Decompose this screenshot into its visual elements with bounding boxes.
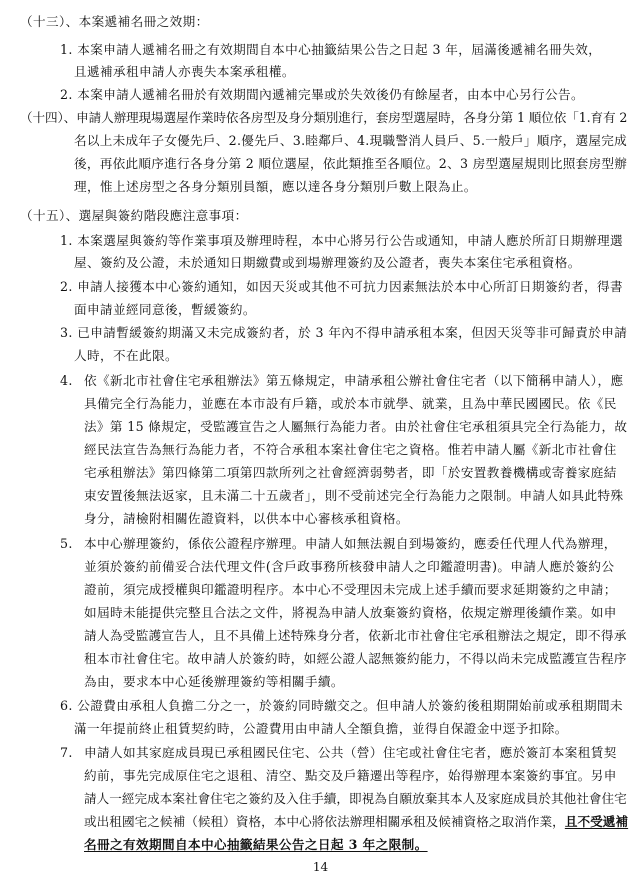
s15-item-5-number: 5.: [60, 536, 73, 551]
s15-item-7-line-3: 請人一經完成本案社會住宅之簽約及入住手續，即視為自願放棄其本人及家庭成員於其他社會住宅: [84, 791, 627, 806]
s15-item-5-line-7: 為由，要求本中心延後辦理簽約等相關手續。: [84, 674, 344, 689]
s15-item-2-line-1: 2. 申請人接獲本中心簽約通知，如因天災或其他不可抗力因素無法於本中心所訂日期簽約者，得書: [60, 279, 623, 294]
s15-item-7-emphasis-start: 且不受遞補: [564, 814, 629, 829]
section-14-line-1: （十四）、申請人辦理現場選屋作業時依各房型及身分類別進行，套房型選屋時，各身分第 1 順位依「1.育有 2: [20, 110, 628, 125]
s15-item-6-line-1: 6. 公證費由承租人負擔二分之一，於簽約同時繳交之。但申請人於簽約後租期開始前或承租期間未: [60, 698, 623, 713]
s15-item-5-line-2: 並須於簽約前備妥合法代理文件(含戶政事務所核發申請人之印鑑證明書)。申請人應於簽約公: [84, 559, 615, 574]
s15-item-7-number: 7.: [60, 745, 73, 760]
s15-item-4-line-7: 身分，請檢附相關佐證資料，以供本中心審核承租資格。: [84, 511, 409, 526]
s15-item-3-line-1: 3. 已申請暫緩簽約期滿又未完成簽約者，於 3 年內不得申請承租本案，但因天災等非可歸責於申請: [60, 325, 628, 340]
s15-item-3-line-2: 人時，不在此限。: [74, 348, 178, 363]
s15-item-6-line-2: 滿一年提前終止租賃契約時，公證費用由申請人全額負擔，並得自保證金中逕予扣除。: [74, 721, 568, 736]
s15-item-7-line-1: 申請人如其家庭成員現已承租國民住宅、公共（營）住宅或社會住宅者，應於簽訂本案租賃契: [84, 745, 617, 760]
s15-item-7-line-4: [84, 814, 628, 830]
s15-item-4-line-4: 經民法宣告為無行為能力者，不符合承租本案社會住宅之資格。惟若申請人屬《新北市社會住: [84, 442, 617, 457]
section-14-line-3: 後，再依此順序進行各身分第 2 順位選屋，依此類推至各順位。2、3 房型選屋規則比照套房型辦: [74, 156, 628, 171]
s15-item-2-line-2: 面申請並經同意後，暫緩簽約。: [74, 302, 256, 317]
s13-item-1-line-1: 1. 本案申請人遞補名冊之有效期間自本中心抽籤結果公告之日起 3 年，屆滿後遞補名冊失效，: [60, 42, 602, 57]
section-14-line-2: 名以上未成年子女優先戶、2.優先戶、3.睦鄰戶、4.現職警消人員戶、5.一般戶」順序，選屋完成: [74, 133, 628, 148]
s15-item-1-line-1: 1. 本案選屋與簽約等作業事項及辦理時程，本中心將另行公告或通知，申請人應於所訂日期辦理選: [60, 233, 623, 248]
s15-item-5-line-1: 本中心辦理簽約，係依公證程序辦理。申請人如無法親自到場簽約，應委任代理人代為辦理，: [84, 536, 617, 551]
s15-item-1-line-2: 屋、簽約及公證，未於通知日期繳費或到場辦理簽約及公證者，喪失本案住宅承租資格。: [74, 255, 581, 270]
s15-item-7-line-4-text: 或出租國宅之候補（候租）資格，本中心將依法辦理相關承租及候補資格之取消作業，: [84, 814, 565, 829]
s15-item-5-line-4: 如屆時未能提供完整且合法之文件，將視為申請人放棄簽約資格，依規定辦理後續作業。如申: [84, 605, 617, 620]
page-number: 14: [312, 860, 329, 874]
s13-item-1-line-2: 且遞補承租申請人亦喪失本案承租權。: [74, 64, 295, 79]
s15-item-7-line-2: 約前，事先完成原住宅之退租、清空、點交及戶籍遷出等程序，始得辦理本案簽約事宜。另申: [84, 768, 617, 783]
section-15-heading: （十五）、選屋與簽約階段應注意事項：: [20, 208, 248, 223]
s13-item-2-line-1: 2. 本案申請人遞補名冊於有效期間內遞補完畢或於失效後仍有餘屋者，由本中心另行公告。: [60, 87, 584, 102]
section-13-heading: （十三）、本案遞補名冊之效期：: [20, 14, 209, 29]
s15-item-4-line-6: 束安置後無法返家，且未滿二十五歲者」，則不受前述完全行為能力之限制。申請人如具此特殊: [84, 488, 624, 503]
s15-item-5-line-5: 請人為受監護宣告人，且不具備上述特殊身分者，依新北市社會住宅承租辦法之規定，即不得承: [84, 628, 627, 643]
s15-item-7-emphasis-end: 名冊之有效期間自本中心抽籤結果公告之日起 3 年之限制。: [84, 837, 428, 852]
s15-item-5-line-3: 證前，須完成授權與印鑑證明程序。本中心不受理因未完成上述手續而要求延期簽約之申請；: [84, 582, 617, 597]
s15-item-4-number: 4.: [60, 373, 73, 388]
section-14-line-4: 理，惟上述房型之各身分類別員額，應以達各身分類別戶數上限為止。: [74, 179, 477, 194]
s15-item-5-line-6: 租本市社會住宅。故申請人於簽約時，如經公證人認無簽約能力，不得以尚未完成監護宣告程序: [84, 651, 627, 666]
s15-item-4-line-5: 宅承租辦法》第四條第二項第四款所列之社會經濟弱勢者，即「於安置教養機構或寄養家庭結: [84, 465, 617, 480]
s15-item-4-line-2: 具備完全行為能力，並應在本市設有戶籍，或於本市就學、就業，且為中華民國國民。依《民: [84, 396, 617, 411]
s15-item-4-line-1: 依《新北市社會住宅承租辦法》第五條規定，申請承租公辦社會住宅者（以下簡稱申請人），應: [84, 373, 624, 388]
s15-item-4-line-3: 法》第 15 條規定，受監護宣告之人屬無行為能力者。由於社會住宅承租須具完全行為能力，故: [84, 419, 628, 434]
